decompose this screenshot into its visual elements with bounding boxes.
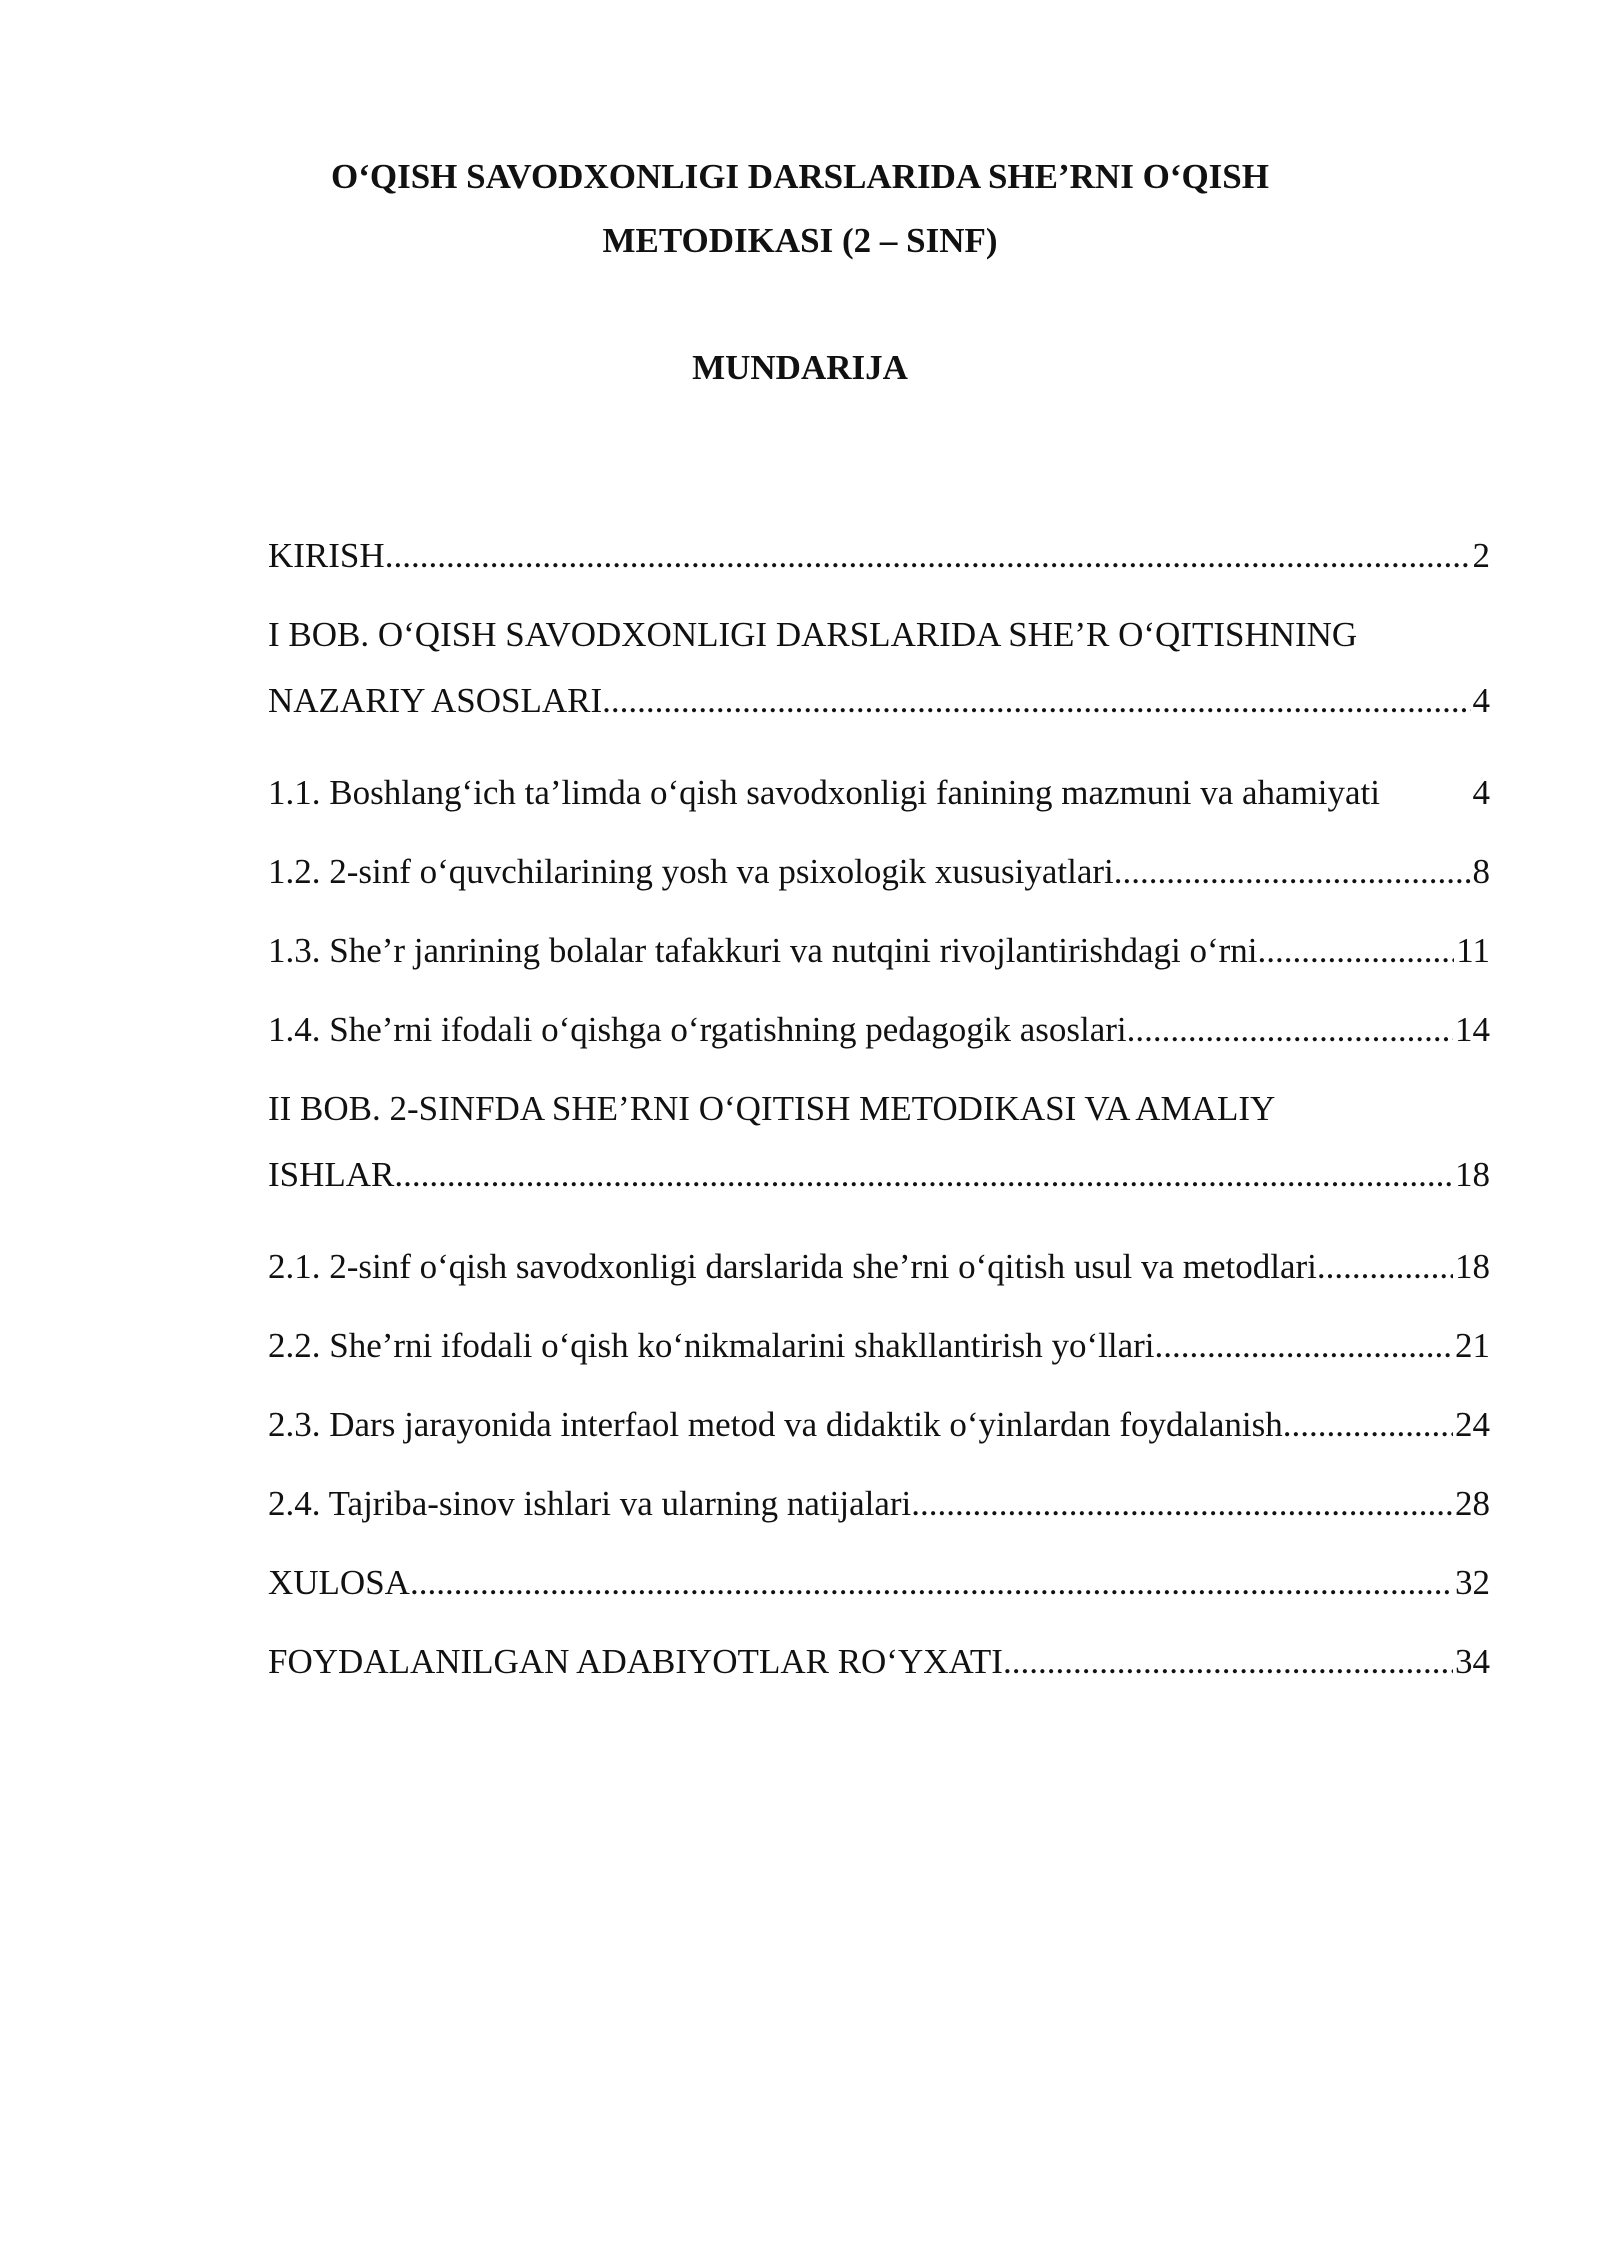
toc-entry-label: 2.1. 2-sinf o‘qish savodxonligi darslarida she’rni o‘qitish usul va metodlari <box>268 1247 1317 1286</box>
toc-entry-page: 4 <box>1472 773 1490 812</box>
table-of-contents <box>268 531 1490 1716</box>
toc-entry-2-2[interactable] <box>268 1321 1490 1400</box>
toc-dot-leader <box>1317 1242 1453 1292</box>
toc-entry-label: KIRISH <box>268 536 385 575</box>
toc-entry-label: XULOSA <box>268 1563 410 1602</box>
toc-entry-page: 24 <box>1455 1405 1490 1444</box>
toc-entry-1-1[interactable] <box>268 768 1490 847</box>
toc-entry-page: 21 <box>1455 1326 1490 1365</box>
document-title <box>0 145 1600 273</box>
toc-entry-label: 2.4. Tajriba-sinov ishlari va ularning natijalari <box>268 1484 912 1523</box>
toc-entry-xulosa[interactable] <box>268 1558 1490 1637</box>
toc-dot-leader <box>1127 1005 1453 1055</box>
toc-entry-2-4[interactable] <box>268 1479 1490 1558</box>
toc-entry-page: 4 <box>1472 681 1490 720</box>
toc-entry-page: 18 <box>1455 1247 1490 1286</box>
toc-entry-page: 32 <box>1455 1563 1490 1602</box>
toc-dot-leader <box>385 531 1471 581</box>
toc-entry-2-3[interactable] <box>268 1400 1490 1479</box>
toc-entry-page: 11 <box>1456 931 1490 970</box>
toc-entry-kirish[interactable] <box>268 531 1490 610</box>
toc-entry-1-3[interactable] <box>268 926 1490 1005</box>
toc-dot-leader <box>602 676 1470 726</box>
toc-entry-page: 2 <box>1472 536 1490 575</box>
toc-entry-label: FOYDALANILGAN ADABIYOTLAR RO‘YXATI <box>268 1642 1003 1681</box>
toc-entry-label-line-1: II BOB. 2-SINFDA SHE’RNI O‘QITISH METODIKASI VA AMALIY <box>268 1089 1276 1128</box>
toc-dot-leader <box>1003 1637 1453 1687</box>
toc-heading: MUNDARIJA <box>692 348 908 387</box>
toc-entry-references[interactable] <box>268 1637 1490 1716</box>
toc-entry-label: 1.3. She’r janrining bolalar tafakkuri va nutqini rivojlantirishdagi o‘rni <box>268 931 1258 970</box>
document-title-line-1: O‘QISH SAVODXONLIGI DARSLARIDA SHE’RNI O‘QISH <box>330 157 1269 196</box>
toc-entry-label: 2.3. Dars jarayonida interfaol metod va didaktik o‘yinlardan foydalanish <box>268 1405 1283 1444</box>
toc-entry-page: 34 <box>1455 1642 1490 1681</box>
toc-entry-label: 1.2. 2-sinf o‘quvchilarining yosh va psixologik xususiyatlari <box>268 852 1114 891</box>
toc-entry-page: 28 <box>1455 1484 1490 1523</box>
toc-entry-2-1[interactable] <box>268 1242 1490 1321</box>
toc-dot-leader <box>1283 1400 1453 1450</box>
toc-entry-chapter-1[interactable] <box>268 610 1490 768</box>
toc-entry-label: 1.1. Boshlang‘ich ta’limda o‘qish savodxonligi fanining mazmuni va ahamiyati <box>268 773 1381 812</box>
toc-entry-page: 14 <box>1455 1010 1490 1049</box>
toc-entry-label: 1.4. She’rni ifodali o‘qishga o‘rgatishning pedagogik asoslari <box>268 1010 1127 1049</box>
toc-entry-label-line-1: I BOB. O‘QISH SAVODXONLIGI DARSLARIDA SHE’R O‘QITISHNING <box>268 615 1358 654</box>
toc-dot-leader <box>410 1558 1453 1608</box>
toc-entry-label-line-2: ISHLAR <box>268 1155 395 1194</box>
toc-dot-leader <box>1258 926 1455 976</box>
toc-entry-page: 8 <box>1472 852 1490 891</box>
toc-entry-page: 18 <box>1455 1155 1490 1194</box>
toc-dot-leader <box>1155 1321 1453 1371</box>
toc-entry-chapter-2[interactable] <box>268 1084 1490 1242</box>
document-title-line-2: METODIKASI (2 – SINF) <box>602 221 998 260</box>
toc-entry-1-4[interactable] <box>268 1005 1490 1084</box>
toc-dot-leader <box>1114 847 1471 897</box>
toc-dot-leader <box>394 1150 1453 1200</box>
toc-entry-label-line-2: NAZARIY ASOSLARI <box>268 681 603 720</box>
toc-entry-1-2[interactable] <box>268 847 1490 926</box>
toc-entry-label: 2.2. She’rni ifodali o‘qish ko‘nikmalarini shakllantirish yo‘llari <box>268 1326 1155 1365</box>
toc-dot-leader <box>911 1479 1453 1529</box>
